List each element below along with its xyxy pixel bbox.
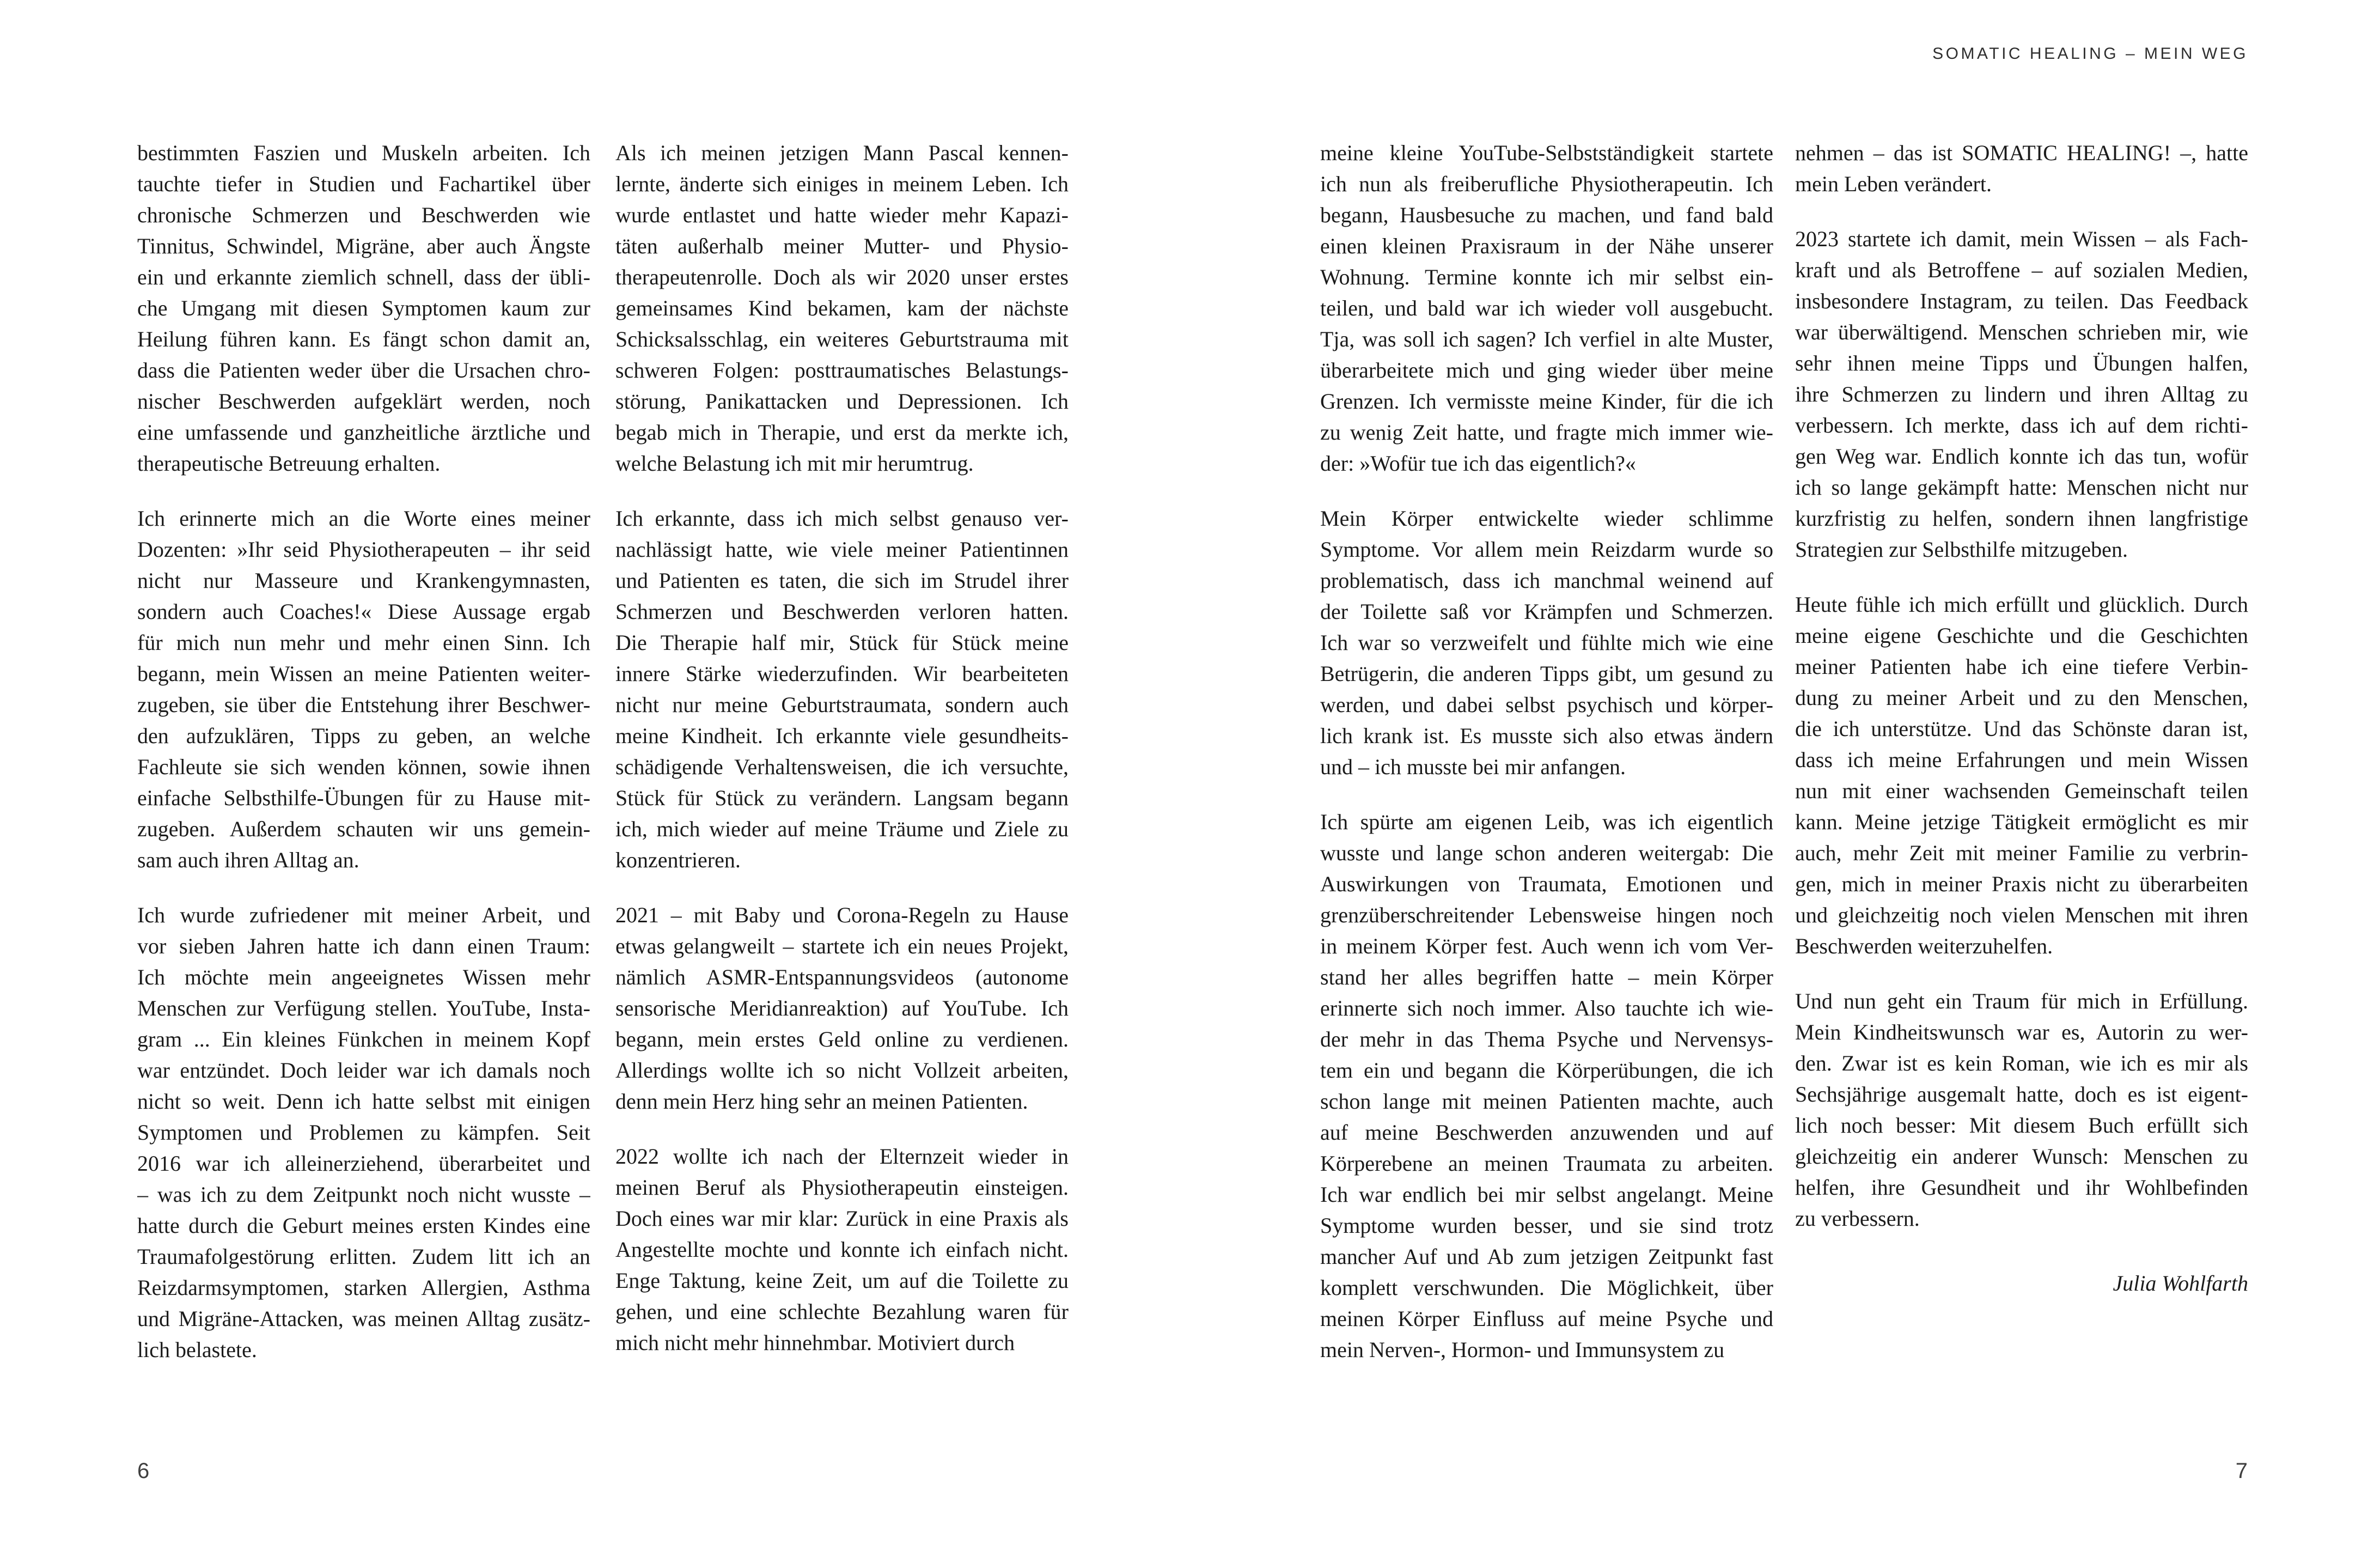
text-line: 2023 startete ich damit, mein Wissen – als Fach- (1795, 227, 2248, 251)
text-line: Fachleute sie sich wenden können, sowie ihnen (137, 755, 590, 779)
text-line: lernte, änderte sich einiges in meinem Leben. Ich (615, 172, 1069, 196)
text-line: Symptomen und Problemen zu kämpfen. Seit (137, 1120, 590, 1145)
text-line: störung, Panikattacken und Depressionen. Ich (615, 389, 1069, 413)
text-line: kurzfristig zu helfen, sondern ihnen langfristige (1795, 506, 2248, 531)
text-line: gleichzeitig ein anderer Wunsch: Menschen zu (1795, 1144, 2248, 1169)
text-line: schweren Folgen: posttraumatisches Belastungs- (615, 358, 1069, 382)
text-line: kann. Meine jetzige Tätigkeit ermöglicht es mir (1795, 810, 2248, 834)
author-signature (1795, 1268, 2248, 1299)
text-line: Tja, was soll ich sagen? Ich verfiel in alte Muster, (1320, 327, 1773, 351)
text-line: hatte durch die Geburt meines ersten Kindes eine (137, 1213, 590, 1238)
text-line: nun mit einer wachsenden Gemeinschaft teilen (1795, 778, 2248, 803)
text-line: denn mein Herz hing sehr an meinen Patienten. (615, 1089, 1028, 1114)
text-line: werden, und dabei selbst psychisch und körper- (1320, 692, 1773, 717)
text-line: nicht so weit. Denn ich hatte selbst mit einigen (137, 1089, 590, 1114)
text-line: problematisch, dass ich manchmal weinend auf (1320, 568, 1773, 593)
text-line: für mich nun mehr und mehr einen Sinn. Ich (137, 630, 590, 655)
text-line: kraft und als Betroffene – auf sozialen Medien, (1795, 258, 2248, 282)
text-line: begann, Hausbesuche zu machen, und fand bald (1320, 203, 1773, 227)
text-line: in meinem Körper fest. Auch wenn ich vom Ver- (1320, 934, 1773, 958)
paragraph (1795, 986, 2248, 1234)
text-line: meiner Patienten habe ich eine tiefere Verbin- (1795, 654, 2248, 679)
text-line: nicht nur Masseure und Krankengymnasten, (137, 568, 590, 593)
text-line: gram ... Ein kleines Fünkchen in meinem Kopf (137, 1027, 590, 1051)
text-line: Ich wurde zufriedener mit meiner Arbeit, und (137, 903, 590, 927)
text-line: Ich war so verzweifelt und fühlte mich wie eine (1320, 630, 1773, 655)
text-line: therapeutische Betreuung erhalten. (137, 451, 441, 476)
text-column-right-2 (1795, 137, 2248, 1299)
paragraph (615, 503, 1069, 875)
text-line: der: »Wofür tue ich das eigentlich?« (1320, 451, 1636, 476)
text-line: mein Nerven-, Hormon- und Immunsystem zu (1320, 1337, 1725, 1362)
text-line: Strategien zur Selbsthilfe mitzugeben. (1795, 537, 2128, 562)
text-line: nachlässigt hatte, wie viele meiner Patientinnen (615, 537, 1069, 562)
text-line: 2021 – mit Baby und Corona-Regeln zu Hause (615, 903, 1069, 927)
text-line: meine Kindheit. Ich erkannte viele gesundheits- (615, 723, 1069, 748)
paragraph (1795, 589, 2248, 962)
text-line: teilen, und bald war ich wieder voll ausgebucht. (1320, 296, 1773, 320)
text-line: auch, mehr Zeit mit meiner Familie zu verbrin- (1795, 841, 2248, 865)
text-line: und Patienten es taten, die sich im Strudel ihrer (615, 568, 1069, 593)
text-line: und – ich musste bei mir anfangen. (1320, 755, 1626, 779)
text-line: Allerdings wollte ich so nicht Vollzeit arbeiten, (615, 1058, 1069, 1082)
text-line: nämlich ASMR-Entspannungsvideos (autonome (615, 965, 1069, 989)
paragraph (137, 899, 590, 1365)
text-line: Beschwerden weiterzuhelfen. (1795, 934, 2053, 958)
text-line: ihre Schmerzen zu lindern und ihren Alltag zu (1795, 382, 2248, 406)
text-line: und gleichzeitig noch vielen Menschen mit ihren (1795, 903, 2248, 927)
text-line: 2022 wollte ich nach der Elternzeit wieder in (615, 1144, 1069, 1169)
text-line: mein Leben verändert. (1795, 172, 1992, 196)
text-line: Traumafolgestörung erlitten. Zudem litt ich an (137, 1244, 590, 1269)
text-line: Tinnitus, Schwindel, Migräne, aber auch Ängste (137, 234, 590, 258)
text-line: Betrügerin, die anderen Tipps gibt, um gesund zu (1320, 661, 1773, 686)
text-line: stand her alles begriffen hatte – mein Körper (1320, 965, 1773, 989)
paragraph (1795, 223, 2248, 565)
text-line: tem ein und begann die Körperübungen, die ich (1320, 1058, 1773, 1082)
text-line: Angestellte mochte und konnte ich einfach nicht. (615, 1237, 1069, 1262)
text-line: den aufzuklären, Tipps zu geben, an welche (137, 723, 590, 748)
paragraph (1320, 503, 1773, 782)
text-line: Enge Taktung, keine Zeit, um auf die Toilette zu (615, 1268, 1069, 1293)
paragraph (615, 137, 1069, 479)
text-line: ich, mich wieder auf meine Träume und Ziele zu (615, 817, 1069, 841)
text-line: wurde entlastet und hatte wieder mehr Kapazi- (615, 203, 1069, 227)
text-line: zu verbessern. (1795, 1206, 1920, 1231)
text-line: war entzündet. Doch leider war ich damals noch (137, 1058, 590, 1082)
text-line: der Toilette saß vor Krämpfen und Schmerzen. (1320, 599, 1773, 624)
text-line: Wohnung. Termine konnte ich mir selbst ein- (1320, 265, 1773, 289)
text-line: Sechsjährige ausgemalt hatte, doch es ist eigent- (1795, 1082, 2248, 1106)
text-line: Heilung führen kann. Es fängt schon damit an, (137, 327, 590, 351)
text-line: Ich erinnerte mich an die Worte eines meiner (137, 506, 590, 531)
text-line: Ich möchte mein angeeignetes Wissen mehr (137, 965, 590, 989)
text-line: mancher Auf und Ab zum jetzigen Zeitpunkt fast (1320, 1244, 1773, 1269)
text-line: Ich war endlich bei mir selbst angelangt. Meine (1320, 1182, 1773, 1207)
text-line: ich nun als freiberufliche Physiotherapeutin. Ich (1320, 172, 1773, 196)
text-line: erinnerte sich noch immer. Also tauchte ich wie- (1320, 996, 1773, 1020)
text-line: Symptome. Vor allem mein Reizdarm wurde so (1320, 537, 1773, 562)
paragraph (615, 1141, 1069, 1358)
text-line: bestimmten Faszien und Muskeln arbeiten. Ich (137, 141, 590, 165)
text-line: sondern auch Coaches!« Diese Aussage ergab (137, 599, 590, 624)
paragraph (1795, 137, 2248, 199)
text-line: Mein Körper entwickelte wieder schlimme (1320, 506, 1773, 531)
text-line: überarbeitete mich und ging wieder über meine (1320, 358, 1773, 382)
text-line: mich nicht mehr hinnehmbar. Motiviert durch (615, 1330, 1015, 1355)
text-line: begann, mein Wissen an meine Patienten weiter- (137, 661, 590, 686)
text-line: gen Weg war. Endlich konnte ich das tun, wofür (1795, 444, 2248, 469)
text-line: Die Therapie half mir, Stück für Stück meine (615, 630, 1069, 655)
text-line: und Migräne-Attacken, was meinen Alltag zusätz- (137, 1306, 590, 1331)
text-line: war überwältigend. Menschen schrieben mir, wie (1795, 320, 2248, 344)
text-line: Menschen zur Verfügung stellen. YouTube, Insta- (137, 996, 590, 1020)
paragraph (1320, 806, 1773, 1365)
text-line: zu wenig Zeit hatte, und fragte mich immer wie- (1320, 420, 1773, 445)
text-line: Und nun geht ein Traum für mich in Erfüllung. (1795, 989, 2248, 1013)
text-line: che Umgang mit diesen Symptomen kaum zur (137, 296, 590, 320)
text-line: die ich unterstütze. Und das Schönste daran ist, (1795, 716, 2248, 741)
text-line: schädigende Verhaltensweisen, die ich versuchte, (615, 755, 1069, 779)
paragraph (615, 899, 1069, 1117)
paragraph (1320, 137, 1773, 479)
paragraph (137, 137, 590, 479)
text-line: chronische Schmerzen und Beschwerden wie (137, 203, 590, 227)
text-column-left-1 (137, 137, 590, 1365)
text-line: insbesondere Instagram, zu teilen. Das Feedback (1795, 289, 2248, 313)
text-line: dung zu meiner Arbeit und zu den Menschen, (1795, 685, 2248, 710)
text-column-left-2 (615, 137, 1069, 1358)
text-line: Reizdarmsymptomen, starken Allergien, Asthma (137, 1275, 590, 1300)
text-line: lich belastete. (137, 1337, 257, 1362)
text-line: der mehr in das Thema Psyche und Nervensys- (1320, 1027, 1773, 1051)
text-line: zugeben, sie über die Entstehung ihrer Beschwer- (137, 692, 590, 717)
text-line: welche Belastung ich mit mir herumtrug. (615, 451, 974, 476)
page-number-left: 6 (137, 1459, 150, 1483)
text-line: gehen, und eine schlechte Bezahlung waren für (615, 1299, 1069, 1324)
text-line: meinen Körper Einfluss auf meine Psyche und (1320, 1306, 1773, 1331)
text-line: einfache Selbsthilfe-Übungen für zu Hause mit- (137, 786, 590, 810)
text-line: Doch eines war mir klar: Zurück in eine Praxis als (615, 1206, 1069, 1231)
text-line: verbessern. Ich merkte, dass ich auf dem richti- (1795, 413, 2248, 437)
text-line: Schicksalsschlag, ein weiteres Geburtstrauma mit (615, 327, 1069, 351)
text-line: nicht nur meine Geburtstraumata, sondern auch (615, 692, 1069, 717)
text-line: Heute fühle ich mich erfüllt und glücklich. Durch (1795, 592, 2248, 617)
text-line: begab mich in Therapie, und erst da merkte ich, (615, 420, 1069, 445)
text-line: Auswirkungen von Traumata, Emotionen und (1320, 872, 1773, 896)
text-line: ein und erkannte ziemlich schnell, dass der übli- (137, 265, 590, 289)
text-line: Dozenten: »Ihr seid Physiotherapeuten – ihr seid (137, 537, 590, 562)
text-line: meinen Beruf als Physiotherapeutin einsteigen. (615, 1175, 1069, 1200)
text-line: meine kleine YouTube-Selbstständigkeit startete (1320, 141, 1773, 165)
text-line: meine eigene Geschichte und die Geschichten (1795, 623, 2248, 648)
text-line: dass ich meine Erfahrungen und mein Wissen (1795, 747, 2248, 772)
text-line: gen, mich in meiner Praxis nicht zu überarbeiten (1795, 872, 2248, 896)
text-line: Ich spürte am eigenen Leib, was ich eigentlich (1320, 810, 1773, 834)
text-line: Ich erkannte, dass ich mich selbst genauso ver- (615, 506, 1069, 531)
text-line: Körperebene an meinen Traumata zu arbeiten. (1320, 1151, 1773, 1176)
text-line: zugeben. Außerdem schauten wir uns gemein- (137, 817, 590, 841)
text-line: sensorische Meridianreaktion) auf YouTube. Ich (615, 996, 1069, 1020)
text-line: sam auch ihren Alltag an. (137, 848, 359, 872)
text-line: lich krank ist. Es musste sich also etwas ändern (1320, 723, 1773, 748)
text-line: 2016 war ich alleinerziehend, überarbeitet und (137, 1151, 590, 1176)
text-line: Symptome wurden besser, und sie sind trotz (1320, 1213, 1773, 1238)
paragraph (137, 503, 590, 875)
text-line: schon lange mit meinen Patienten machte, auch (1320, 1089, 1773, 1114)
text-line: tauchte tiefer in Studien und Fachartikel über (137, 172, 590, 196)
text-line: nehmen – das ist SOMATIC HEALING! –, hatte (1795, 141, 2248, 165)
text-line: den. Zwar ist es kein Roman, wie ich es mir als (1795, 1051, 2248, 1075)
text-line: ich so lange gekämpft hatte: Menschen nicht nur (1795, 475, 2248, 500)
text-line: konzentrieren. (615, 848, 741, 872)
text-line: Stück für Stück zu verändern. Langsam begann (615, 786, 1069, 810)
text-column-right-1 (1320, 137, 1773, 1365)
text-line: vor sieben Jahren hatte ich dann einen Traum: (137, 934, 590, 958)
text-line: einen kleinen Praxisraum in der Nähe unserer (1320, 234, 1773, 258)
text-line: Schmerzen und Beschwerden verloren hatten. (615, 599, 1069, 624)
text-line: nischer Beschwerden aufgeklärt werden, noch (137, 389, 590, 413)
text-line: Julia Wohlfarth (2113, 1271, 2248, 1296)
text-line: therapeutenrolle. Doch als wir 2020 unser erstes (615, 265, 1069, 289)
text-line: helfen, ihre Gesundheit und ihr Wohlbefinden (1795, 1175, 2248, 1200)
text-line: gemeinsames Kind bekamen, kam der nächste (615, 296, 1069, 320)
text-line: eine umfassende und ganzheitliche ärztliche und (137, 420, 590, 445)
text-line: wusste und lange schon anderen weitergab: Die (1320, 841, 1773, 865)
text-line: auf meine Beschwerden anzuwenden und auf (1320, 1120, 1773, 1145)
text-line: Als ich meinen jetzigen Mann Pascal kennen- (615, 141, 1069, 165)
text-line: täten außerhalb meiner Mutter- und Physio- (615, 234, 1069, 258)
text-line: etwas gelangweilt – startete ich ein neues Projekt, (615, 934, 1069, 958)
text-line: innere Stärke wiederzufinden. Wir bearbeiteten (615, 661, 1069, 686)
text-line: Mein Kindheitswunsch war es, Autorin zu wer- (1795, 1020, 2248, 1044)
text-line: dass die Patienten weder über die Ursachen chro- (137, 358, 590, 382)
page-number-right: 7 (2235, 1459, 2248, 1483)
text-line: – was ich zu dem Zeitpunkt noch nicht wusste – (137, 1182, 590, 1207)
text-line: grenzüberschreitender Lebensweise hingen noch (1320, 903, 1773, 927)
text-line: begann, mein erstes Geld online zu verdienen. (615, 1027, 1069, 1051)
text-line: lich noch besser: Mit diesem Buch erfüllt sich (1795, 1113, 2248, 1138)
running-header: SOMATIC HEALING – MEIN WEG (1932, 45, 2248, 63)
text-line: Grenzen. Ich vermisste meine Kinder, für die ich (1320, 389, 1773, 413)
page-right (1190, 0, 2380, 1557)
text-line: komplett verschwunden. Die Möglichkeit, über (1320, 1275, 1773, 1300)
text-line: sehr ihnen meine Tipps und Übungen halfen, (1795, 351, 2248, 375)
